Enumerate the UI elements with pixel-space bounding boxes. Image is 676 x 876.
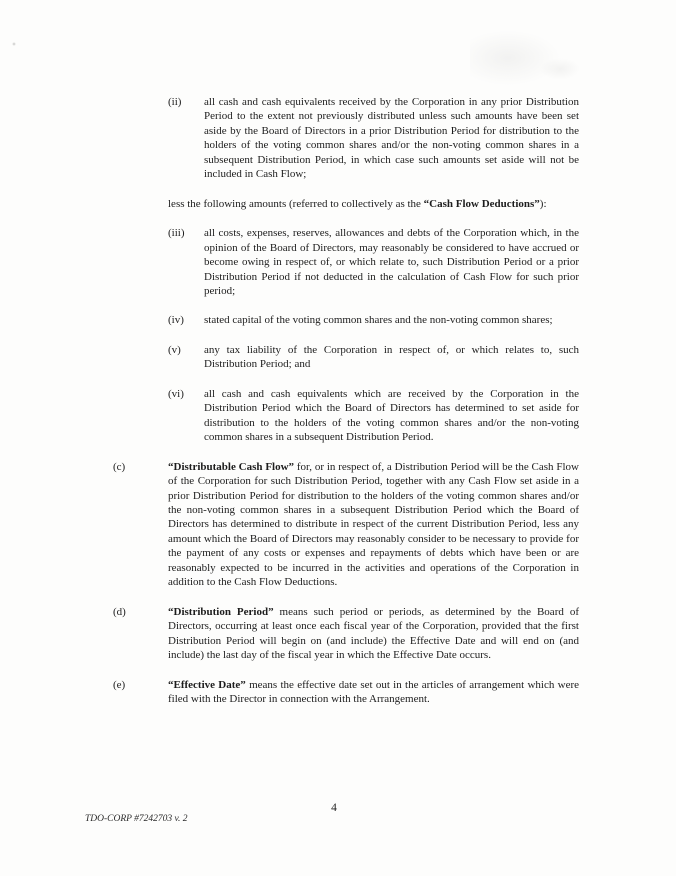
definition-body [168, 460, 579, 590]
clause-label: (vi) [168, 387, 184, 400]
less-clause-pre: less the following amounts (referred to collectively as the [168, 197, 424, 210]
cash-flow-deductions-term: “Cash Flow Deductions” [423, 197, 540, 210]
clause-text: any tax liability of the Corporation in respect of, or which relates to, such Distribution Period; and [204, 343, 579, 371]
document-body [113, 95, 579, 721]
clause-label: (v) [168, 343, 181, 356]
definition-c [113, 460, 579, 590]
clause-v [168, 343, 579, 372]
clause-text: stated capital of the voting common shares and the non-voting common shares; [204, 314, 553, 327]
less-clause [168, 197, 579, 211]
clause-text: all cash and cash equivalents received by the Corporation in any prior Distribution Period to the extent not previously distributed unless such amounts have been set aside by the Board of Directors in a prior Distribution Period for distribution to the holders of the voting common shares and/or the non-voting common shares in a subsequent Distribution Period, in which case such amounts set aside will not be included in Cash Flow; [204, 96, 579, 181]
definition-text: means the effective date set out in the articles of arrangement which were filed with the Director in connection with the Arrangement. [168, 678, 579, 705]
definition-label: (c) [113, 460, 126, 473]
clause-iv [168, 313, 579, 327]
clause-text: all cash and cash equivalents which are received by the Corporation in the Distribution Period which the Board of Directors has determined to set aside for distribution to the holders of the voting common shares and/or the non-voting common shares in a subsequent Distribution Period. [204, 387, 579, 444]
definition-term: “Distributable Cash Flow” [168, 460, 295, 473]
roman-clause-list-top [168, 95, 579, 182]
roman-clause-list-bottom [168, 226, 579, 444]
clause-label: (iii) [168, 227, 185, 240]
definition-label: (d) [113, 605, 126, 618]
definition-body [168, 605, 579, 663]
clause-iii [168, 226, 579, 298]
page-number: 4 [331, 802, 337, 814]
definition-d [113, 605, 579, 663]
scan-speck [12, 42, 16, 46]
clause-text: all costs, expenses, reserves, allowances and debts of the Corporation which, in the opinion of the Board of Directors, may reasonably be considered to have accrued or become owing in respect of, or which relate to, such Distribution Period or a prior Distribution Period if not deducted in the calculation of Cash Flow for such prior period; [204, 227, 579, 297]
definition-term: “Distribution Period” [168, 605, 274, 618]
footer-reference: TDO-CORP #7242703 v. 2 [85, 814, 188, 824]
clause-label: (ii) [168, 96, 182, 108]
definition-label: (e) [113, 678, 126, 691]
definition-text: for, or in respect of, a Distribution Period will be the Cash Flow of the Corporation for such Distribution Period, together with any Cash Flow set aside in a prior Distribution Period for distribution to the holders of the voting common shares and/or the non-voting common shares in a subsequent Distribution Period which the Board of Directors has determined to distribute in respect of the current Distribution Period, less any amount which the Board of Directors may reasonably consider to be necessary to provide for the payment of any costs or expenses and repayments of debts which have been or are reasonably expected to be incurred in the activities and operations of the Corporation in addition to the Cash Flow Deductions. [168, 460, 579, 589]
clause-ii [168, 95, 579, 182]
less-clause-post: ): [539, 197, 547, 210]
definition-e [113, 678, 579, 707]
definition-text: means such period or periods, as determined by the Board of Directors, occurring at least once each fiscal year of the Corporation, provided that the first Distribution Period will begin on (and include) the Effective Date and will end on (and include) the last day of the fiscal year in which the Effective Date occurs. [168, 605, 579, 662]
clause-vi [168, 387, 579, 445]
definition-body [168, 678, 579, 707]
clause-label: (iv) [168, 314, 184, 327]
definition-term: “Effective Date” [168, 678, 246, 691]
scan-smudge [540, 58, 580, 80]
